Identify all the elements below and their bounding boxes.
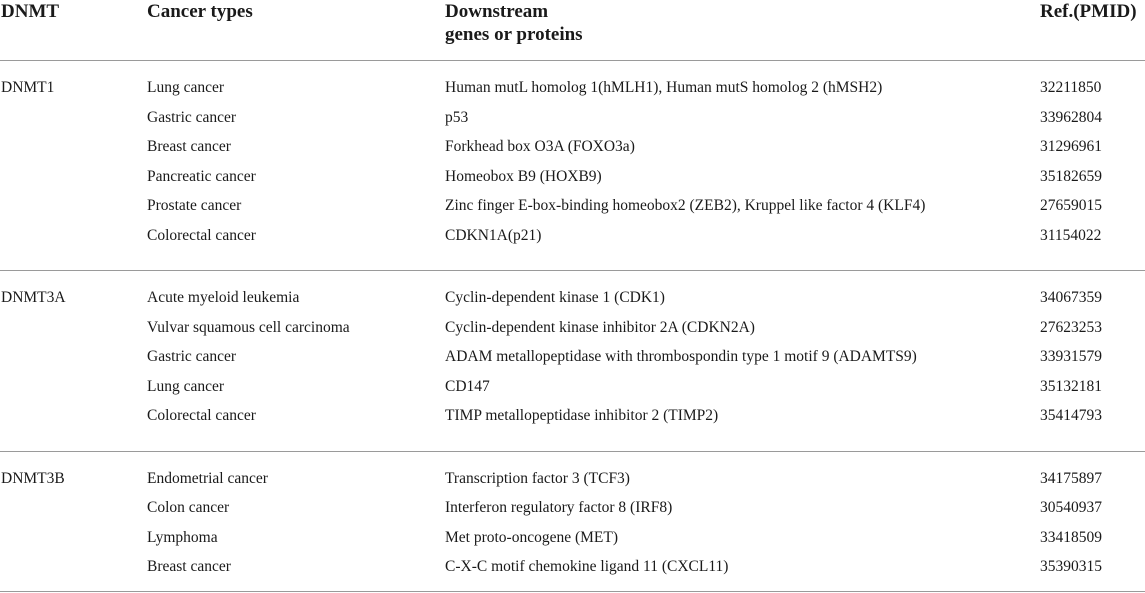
header-downstream-genes [445, 0, 583, 46]
cell-ref: 35182659 [1040, 168, 1102, 185]
cell-genes: Human mutL homolog 1(hMLH1), Human mutS homolog 2 (hMSH2) [445, 79, 883, 96]
table-bottom-rule [0, 591, 1145, 592]
header-divider [0, 60, 1145, 61]
header-genes-line1: Downstream [445, 1, 549, 22]
cell-genes: Cyclin-dependent kinase 1 (CDK1) [445, 289, 665, 306]
header-genes-line2: genes or proteins [445, 24, 583, 45]
cell-ref: 35414793 [1040, 407, 1102, 424]
cell-genes: Met proto-oncogene (MET) [445, 529, 619, 546]
cell-genes: ADAM metallopeptidase with thrombospondin type 1 motif 9 (ADAMTS9) [445, 348, 917, 365]
cell-ref: 35132181 [1040, 378, 1102, 395]
group-divider [0, 270, 1145, 271]
cell-ref: 30540937 [1040, 499, 1102, 516]
cell-ref: 27623253 [1040, 319, 1102, 336]
cell-ref: 32211850 [1040, 79, 1102, 96]
group-label-dnmt1: DNMT1 [1, 79, 55, 96]
cell-genes: Homeobox B9 (HOXB9) [445, 168, 602, 185]
cell-cancer: Breast cancer [147, 138, 231, 155]
cell-ref: 33931579 [1040, 348, 1102, 365]
cell-genes: C-X-C motif chemokine ligand 11 (CXCL11) [445, 558, 729, 575]
header-ref-pmid: Ref.(PMID) [1040, 1, 1137, 22]
cell-cancer: Gastric cancer [147, 348, 237, 365]
cell-ref: 31154022 [1040, 227, 1102, 244]
cell-cancer: Prostate cancer [147, 197, 242, 214]
cell-cancer: Pancreatic cancer [147, 168, 256, 185]
cell-cancer: Vulvar squamous cell carcinoma [147, 319, 350, 336]
cell-cancer: Colorectal cancer [147, 227, 256, 244]
group-label-dnmt3a: DNMT3A [1, 289, 66, 306]
cell-ref: 31296961 [1040, 138, 1102, 155]
cell-cancer: Lymphoma [147, 529, 218, 546]
cell-ref: 35390315 [1040, 558, 1102, 575]
cell-ref: 27659015 [1040, 197, 1102, 214]
cell-ref: 34067359 [1040, 289, 1102, 306]
cell-cancer: Endometrial cancer [147, 470, 268, 487]
cell-genes: Interferon regulatory factor 8 (IRF8) [445, 499, 673, 516]
cell-cancer: Breast cancer [147, 558, 231, 575]
group-divider [0, 451, 1145, 452]
cell-genes: Transcription factor 3 (TCF3) [445, 470, 630, 487]
cell-cancer: Colorectal cancer [147, 407, 256, 424]
cell-ref: 34175897 [1040, 470, 1102, 487]
cell-genes: CDKN1A(p21) [445, 227, 542, 244]
cell-genes: Forkhead box O3A (FOXO3a) [445, 138, 635, 155]
cell-genes: Zinc finger E-box-binding homeobox2 (ZEB2), Kruppel like factor 4 (KLF4) [445, 197, 926, 214]
cell-cancer: Lung cancer [147, 79, 225, 96]
header-dnmt: DNMT [1, 1, 60, 22]
cell-cancer: Acute myeloid leukemia [147, 289, 300, 306]
cell-genes: CD147 [445, 378, 490, 395]
cell-genes: p53 [445, 109, 469, 126]
cell-ref: 33962804 [1040, 109, 1102, 126]
group-label-dnmt3b: DNMT3B [1, 470, 65, 487]
cell-genes: Cyclin-dependent kinase inhibitor 2A (CDKN2A) [445, 319, 755, 336]
cell-cancer: Gastric cancer [147, 109, 237, 126]
cell-ref: 33418509 [1040, 529, 1102, 546]
cell-cancer: Colon cancer [147, 499, 230, 516]
cell-genes: TIMP metallopeptidase inhibitor 2 (TIMP2) [445, 407, 719, 424]
header-cancer-types: Cancer types [147, 1, 253, 22]
cell-cancer: Lung cancer [147, 378, 225, 395]
